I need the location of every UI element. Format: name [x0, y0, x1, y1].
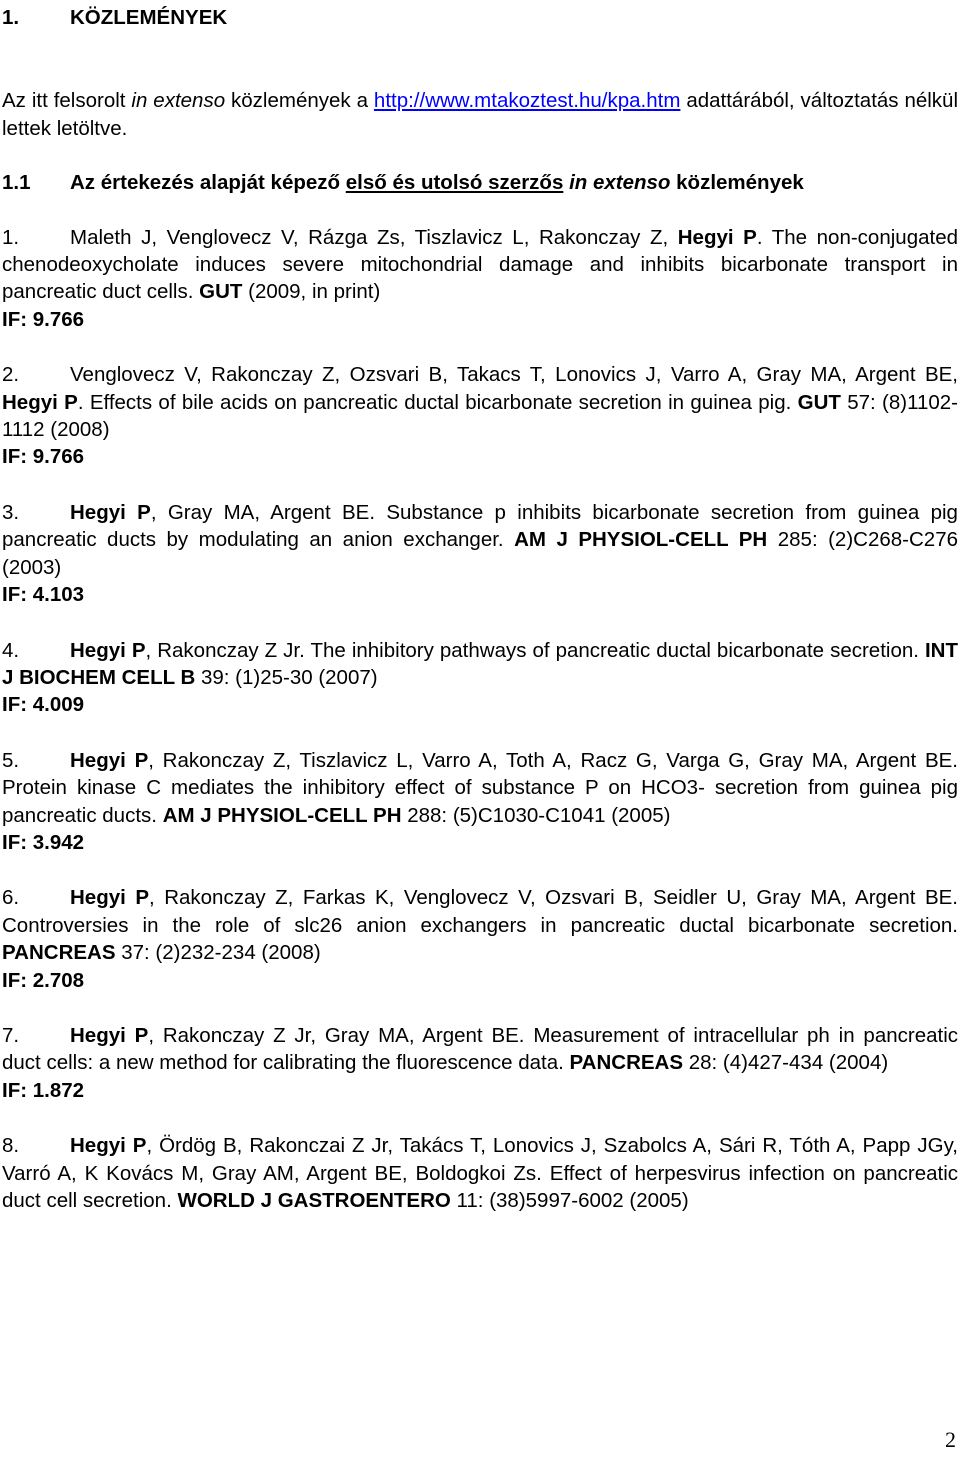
publication-number: 5.: [2, 748, 20, 772]
publication-journal: GUT: [199, 280, 243, 304]
publication-journal: GUT: [797, 390, 841, 414]
publication-highlight-author: Hegyi P: [70, 1134, 147, 1158]
intro-paragraph: [2, 87, 958, 142]
publication-authors: , Rakonczay Z Jr, Gray MA, Argent BE.: [148, 1023, 525, 1047]
subsection-text: közlemények: [670, 171, 804, 195]
publication-authors: .: [756, 225, 763, 249]
publication-highlight-author: Hegyi P: [2, 390, 78, 414]
publication-impact-factor: IF: 9.766: [2, 445, 85, 469]
publication-citation: 28: (4)427-434 (2004): [688, 1051, 889, 1075]
publication-title: Effect of herpesvirus infection on pancreatic duct cell secretion.: [2, 1161, 959, 1212]
publication-number: 1.: [2, 225, 20, 249]
publication-impact-factor: IF: 3.942: [2, 830, 85, 854]
publication-journal: WORLD J GASTROENTERO: [177, 1189, 451, 1212]
publication-highlight-author: Hegyi P: [70, 638, 146, 662]
section-number: 1.: [2, 6, 20, 29]
publication-journal: AM J PHYSIOL-CELL PH: [162, 803, 402, 827]
publication-title: Effects of bile acids on pancreatic ductal bicarbonate secretion in guinea pig.: [89, 390, 792, 414]
intro-text: Az itt felsorolt: [2, 89, 132, 113]
publication-authors: , Rakonczay Z Jr.: [145, 638, 305, 662]
page-number: 2: [945, 1427, 956, 1452]
publication-entry: [2, 361, 958, 471]
publication-highlight-author: Hegyi P: [70, 1023, 149, 1047]
publication-authors: , Gray MA, Argent BE.: [150, 500, 376, 524]
intro-text: adattárából, változtatás nélkül lettek letöltve.: [2, 89, 959, 140]
publication-highlight-author: Hegyi P: [677, 225, 757, 249]
publication-journal: PANCREAS: [2, 941, 116, 965]
publication-authors: , Rakonczay Z, Tiszlavicz L, Varro A, Toth A, Racz G, Varga G, Gray MA, Argent BE.: [148, 748, 959, 772]
publication-authors: Venglovecz V, Rakonczay Z, Ozsvari B, Takacs T, Lonovics J, Varro A, Gray MA, Argent BE,: [70, 363, 958, 387]
publication-citation: 11: (38)5997-6002 (2005): [456, 1189, 689, 1212]
publication-title: The inhibitory pathways of pancreatic ductal bicarbonate secretion.: [310, 638, 919, 662]
publication-impact-factor: IF: 9.766: [2, 307, 85, 331]
database-link[interactable]: http://www.mtakoztest.hu/kpa.htm: [373, 89, 681, 113]
publication-entry: [2, 884, 958, 994]
publication-authors: , Rakonczay Z, Farkas K, Venglovecz V, Ozsvari B, Seidler U, Gray MA, Argent BE.: [149, 886, 958, 910]
publication-entry: [2, 1022, 958, 1104]
subsection-number: 1.1: [2, 171, 31, 195]
publication-title: Substance p inhibits bicarbonate secretion from guinea pig pancreatic ducts by modulating an anion exchanger.: [2, 500, 958, 552]
publication-citation: 285: (2)C268-C276 (2003): [2, 528, 959, 579]
publication-title: Protein kinase C mediates the inhibitory effect of substance P on HCO3- secretion from guinea pig pancreatic ducts.: [2, 776, 958, 827]
publication-journal: INT J BIOCHEM CELL B: [2, 638, 958, 689]
publication-title: Measurement of intracellular ph in pancreatic duct cells: a new method for calibrating the fluorescence data.: [2, 1023, 958, 1075]
intro-italic: in extenso: [131, 89, 226, 113]
publication-entry: [2, 499, 958, 609]
publication-impact-factor: IF: 2.708: [2, 968, 85, 992]
publication-journal: AM J PHYSIOL-CELL PH: [514, 528, 768, 552]
publication-authors: Maleth J, Venglovecz V, Rázga Zs, Tiszlavicz L, Rakonczay Z,: [70, 225, 678, 249]
publication-authors: , Ördög B, Rakonczai Z Jr, Takács T, Lonovics J, Szabolcs A, Sári R, Tóth A, Papp JGy, Varró A, K Kovács M, Gray AM, Argent BE, Boldogkoi Zs.: [2, 1134, 958, 1185]
publication-citation: 57: (8)1102-1112 (2008): [2, 390, 958, 442]
subsection-italic: in extenso: [569, 171, 671, 195]
subsection-underlined: első és utolsó szerzős: [345, 171, 564, 195]
publication-citation: 39: (1)25-30 (2007): [200, 665, 378, 689]
section-title: KÖZLEMÉNYEK: [70, 6, 228, 29]
intro-text: közlemények a: [225, 89, 374, 113]
publication-impact-factor: IF: 4.103: [2, 583, 85, 607]
publication-number: 2.: [2, 363, 20, 387]
publication-entry: [2, 747, 958, 857]
publication-number: 7.: [2, 1023, 20, 1047]
publication-number: 6.: [2, 886, 20, 910]
publication-number: 3.: [2, 500, 20, 524]
publication-entry: [2, 637, 958, 719]
publication-journal: PANCREAS: [569, 1051, 684, 1075]
publication-authors: .: [77, 390, 84, 414]
publication-title: Controversies in the role of slc26 anion exchangers in pancreatic ductal bicarbonate secretion.: [2, 913, 958, 937]
publication-entry: [2, 224, 958, 334]
publication-list: [2, 224, 958, 1215]
publication-citation: (2009, in print): [248, 280, 381, 304]
document-page: [2, 4, 958, 1214]
publication-citation: 288: (5)C1030-C1041 (2005): [407, 803, 671, 827]
publication-highlight-author: Hegyi P: [70, 886, 149, 910]
publication-title: The non-conjugated chenodeoxycholate induces severe mitochondrial damage and inhibits bicarbonate transport in pancreatic duct cells.: [2, 225, 958, 304]
publication-number: 4.: [2, 638, 20, 662]
section-heading: [2, 4, 958, 31]
publication-entry: [2, 1132, 958, 1214]
publication-number: 8.: [2, 1134, 20, 1158]
subsection-heading: [2, 169, 958, 196]
publication-impact-factor: IF: 4.009: [2, 693, 85, 717]
publication-citation: 37: (2)232-234 (2008): [121, 941, 321, 965]
publication-impact-factor: IF: 1.872: [2, 1078, 85, 1102]
subsection-text: Az értekezés alapját képező: [70, 171, 346, 195]
publication-highlight-author: Hegyi P: [70, 500, 151, 524]
publication-highlight-author: Hegyi P: [70, 748, 149, 772]
